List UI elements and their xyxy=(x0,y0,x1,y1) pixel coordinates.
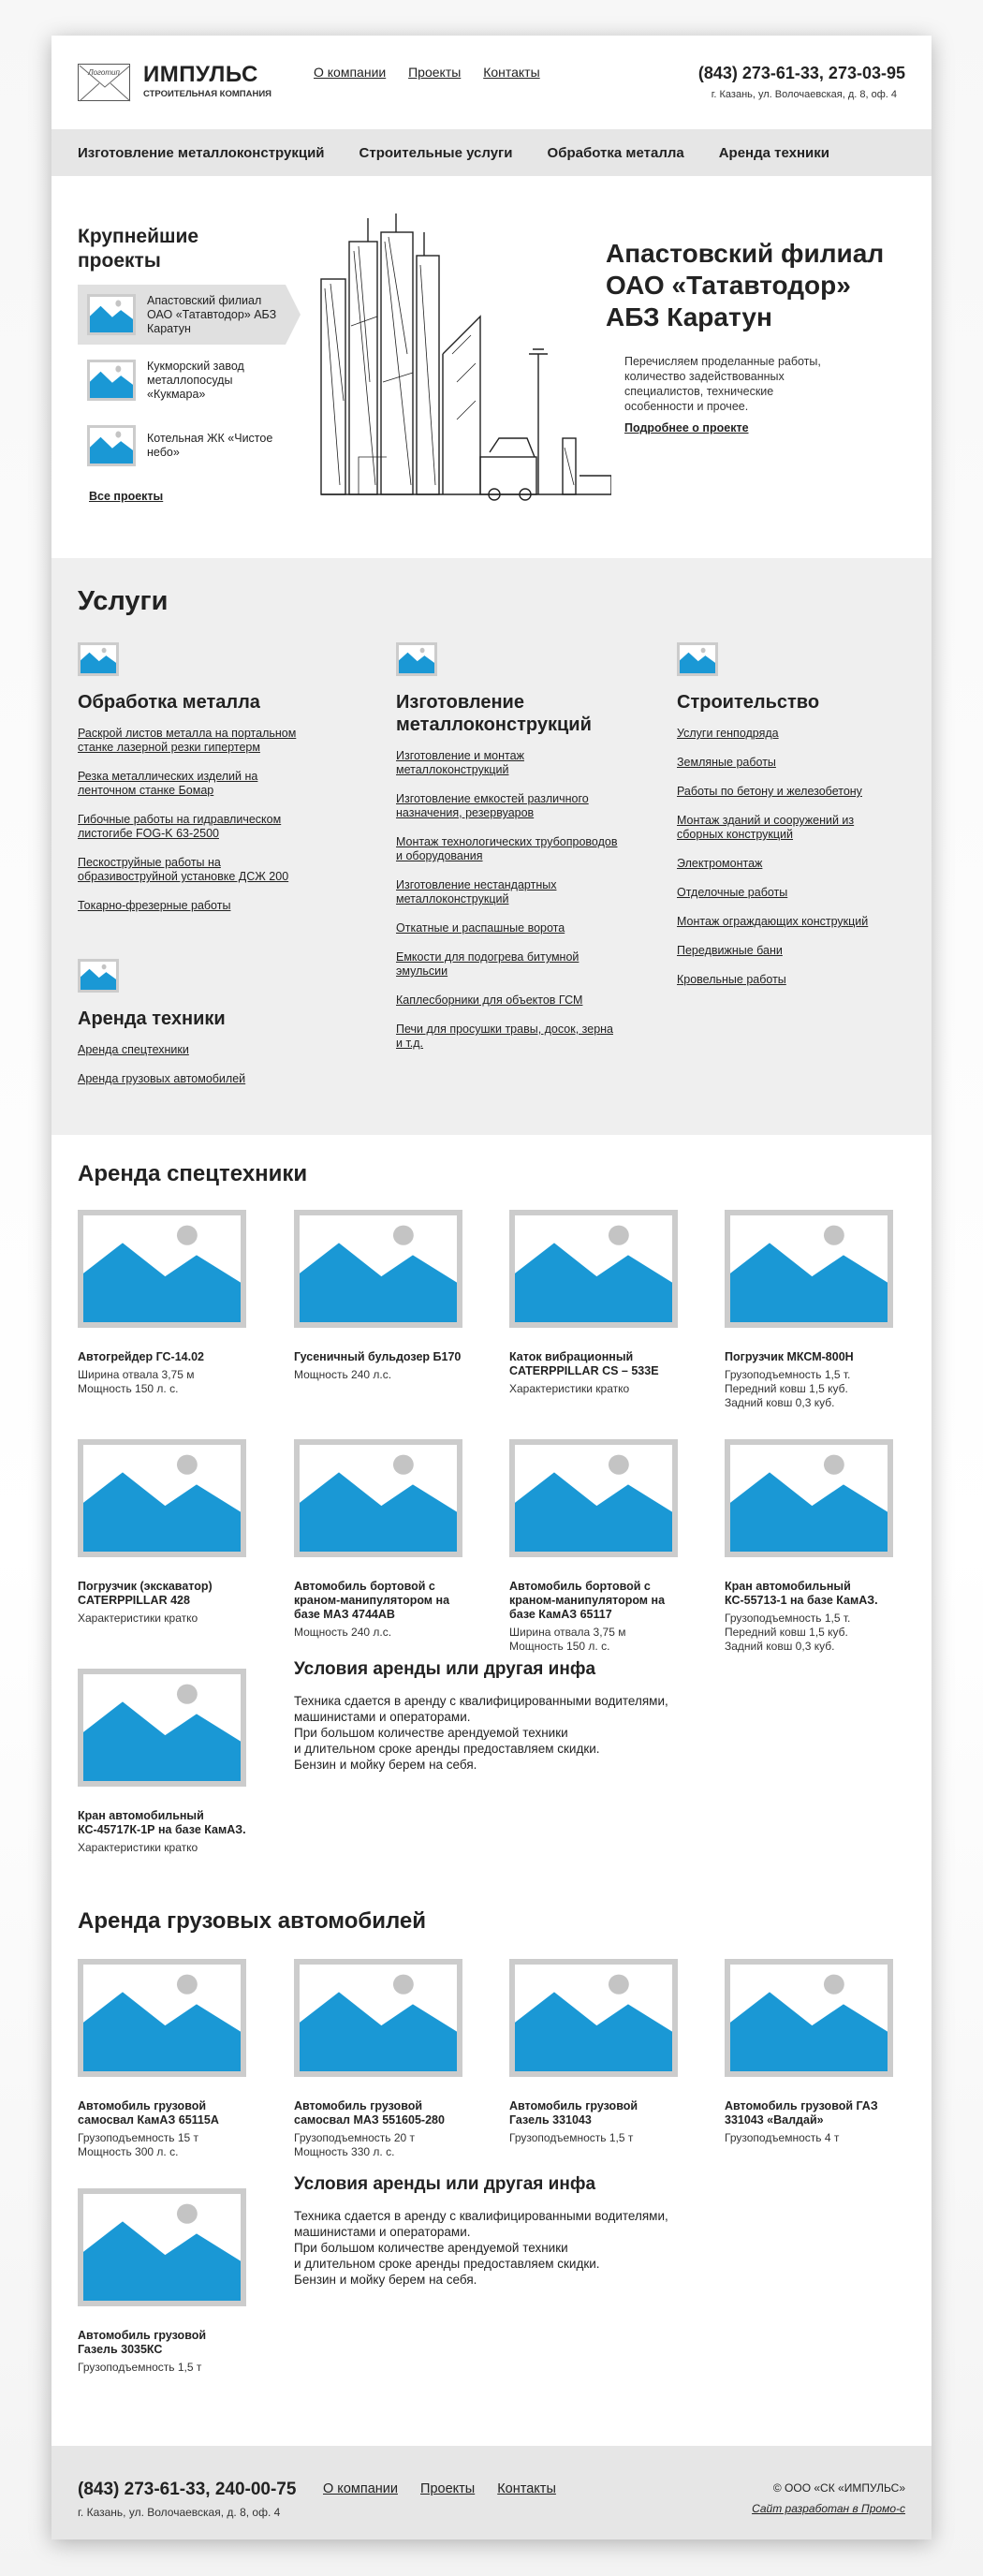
footer-phone: (843) 273-61-33, 240-00-75 xyxy=(78,2480,297,2499)
rental-card[interactable] xyxy=(725,1439,893,1654)
service-link[interactable]: Резка металлических изделий на ленточном станке Бомар xyxy=(78,770,258,797)
card-spec: Мощность 240 л.с. xyxy=(294,1368,392,1381)
card-spec: Характеристики кратко xyxy=(78,1841,198,1854)
rental-card[interactable] xyxy=(509,1210,678,1396)
rental-card[interactable] xyxy=(294,1959,462,2159)
image-placeholder-icon xyxy=(87,360,136,401)
image-placeholder-icon xyxy=(509,1439,678,1557)
rental-section xyxy=(51,1135,932,2423)
service-link[interactable]: Электромонтаж xyxy=(677,857,763,870)
project-item-label: Кукморский завод металлопосуды «Кукмара» xyxy=(147,359,244,401)
card-title: Автомобиль грузовой самосвал МАЗ 551605-280 xyxy=(294,2099,445,2127)
image-placeholder-icon xyxy=(294,1210,462,1328)
card-spec: Ширина отвала 3,75 м Мощность 150 л. с. xyxy=(509,1626,626,1653)
service-title: Аренда техники xyxy=(78,1008,226,1029)
card-title: Каток вибрационный CATERPPILLAR CS – 533E xyxy=(509,1350,659,1377)
featured-project-title: Апастовский филиал ОАО «Татавтодор» АБЗ Каратун xyxy=(606,239,885,331)
project-item-label: Котельная ЖК «Чистое небо» xyxy=(147,432,273,459)
project-item-2[interactable] xyxy=(78,350,282,410)
spec-rent-heading: Аренда спецтехники xyxy=(78,1161,308,1186)
card-spec: Грузоподъемность 1,5 т xyxy=(78,2361,202,2374)
service-link[interactable]: Аренда спецтехники xyxy=(78,1043,189,1056)
card-title: Автомобиль бортовой с краном-манипулятором на базе КамАЗ 65117 xyxy=(509,1580,666,1621)
service-link[interactable]: Кровельные работы xyxy=(677,973,786,986)
service-link[interactable]: Гибочные работы на гидравлическом листогибе FOG-K 63-2500 xyxy=(78,813,282,840)
image-placeholder-icon xyxy=(78,1669,246,1787)
footer-address: г. Казань, ул. Волочаевская, д. 8, оф. 4 xyxy=(78,2506,281,2519)
card-title: Гусеничный бульдозер Б170 xyxy=(294,1350,462,1363)
service-link[interactable]: Отделочные работы xyxy=(677,886,788,899)
rental-card[interactable] xyxy=(78,1959,246,2159)
image-placeholder-icon xyxy=(78,1439,246,1557)
service-link[interactable]: Каплесборники для объектов ГСМ xyxy=(396,994,583,1007)
projects-heading: Крупнейшие проекты xyxy=(78,226,199,272)
service-link[interactable]: Аренда грузовых автомобилей xyxy=(78,1072,246,1085)
truck-rent-heading: Аренда грузовых автомобилей xyxy=(78,1908,426,1934)
card-title: Кран автомобильный КС-55713-1 на базе КамАЗ. xyxy=(725,1580,878,1607)
card-spec: Грузоподъемность 20 т Мощность 330 л. с. xyxy=(294,2131,416,2158)
image-placeholder-icon xyxy=(78,2188,246,2306)
card-spec: Грузоподъемность 4 т xyxy=(725,2131,840,2144)
footer-copyright: © ООО «СК «ИМПУЛЬС» xyxy=(772,2481,905,2495)
rental-card[interactable] xyxy=(78,1210,246,1396)
service-link[interactable]: Монтаж ограждающих конструкций xyxy=(677,915,869,928)
truck-rent-conditions xyxy=(294,2174,668,2288)
main-nav-metalstruct[interactable]: Изготовление металлоконструкций xyxy=(78,144,325,161)
image-placeholder-icon xyxy=(87,425,136,466)
image-placeholder-icon xyxy=(396,642,437,676)
image-placeholder-icon xyxy=(78,1210,246,1328)
image-placeholder-icon xyxy=(78,1959,246,2077)
project-item-1[interactable] xyxy=(78,285,286,345)
top-nav-contacts[interactable]: Контакты xyxy=(483,65,540,80)
service-link[interactable]: Раскрой листов металла на портальном станке лазерной резки гипертерм xyxy=(78,727,297,754)
card-title: Автомобиль грузовой самосвал КамАЗ 65115А xyxy=(78,2099,219,2127)
image-placeholder-icon xyxy=(725,1439,893,1557)
conditions-title: Условия аренды или другая инфа xyxy=(294,2174,596,2194)
service-struct xyxy=(396,642,621,1066)
top-nav xyxy=(314,65,559,80)
rental-card[interactable] xyxy=(725,1959,893,2145)
service-link[interactable]: Печи для просушки травы, досок, зерна и т.д. xyxy=(396,1023,613,1050)
top-nav-about[interactable]: О компании xyxy=(314,65,387,80)
project-item-3[interactable] xyxy=(78,416,282,476)
card-spec: Характеристики кратко xyxy=(509,1382,630,1395)
rental-card[interactable] xyxy=(294,1210,462,1382)
card-title: Автомобиль грузовой ГАЗ 331043 «Валдай» xyxy=(725,2099,878,2127)
conditions-text: Техника сдается в аренду с квалифицированными водителями, машинистами и операторами. При большом количестве арендуемой техники и длительном сроке аренды предоставляем скидки. Бензин и мойку берем на себя. xyxy=(294,2209,668,2287)
image-placeholder-icon xyxy=(725,1959,893,2077)
brand-name: ИМПУЛЬС xyxy=(143,62,258,87)
service-link[interactable]: Передвижные бани xyxy=(677,944,783,957)
service-title: Обработка металла xyxy=(78,692,260,713)
service-title: Строительство xyxy=(677,692,820,713)
site-header xyxy=(51,36,932,129)
image-placeholder-icon xyxy=(677,642,718,676)
footer-nav-projects[interactable]: Проекты xyxy=(420,2481,476,2496)
header-address: г. Казань, ул. Волочаевская, д. 8, оф. 4 xyxy=(711,89,897,100)
rental-card[interactable] xyxy=(294,1439,462,1640)
card-spec: Ширина отвала 3,75 м Мощность 150 л. с. xyxy=(78,1368,195,1395)
card-spec: Характеристики кратко xyxy=(78,1612,198,1625)
logo-text: Логотип xyxy=(88,68,120,77)
logo[interactable] xyxy=(78,64,130,101)
image-placeholder-icon xyxy=(509,1210,678,1328)
rental-card[interactable] xyxy=(509,1439,678,1654)
rental-card[interactable] xyxy=(78,1439,246,1626)
card-title: Автомобиль бортовой с краном-манипулятором на базе МАЗ 4744АВ xyxy=(294,1580,450,1621)
project-item-label: Апастовский филиал ОАО «Татавтодор» АБЗ Каратун xyxy=(147,293,277,335)
card-spec: Грузоподъемность 1,5 т. Передний ковш 1,5 куб. Задний ковш 0,3 куб. xyxy=(725,1612,851,1653)
developer-link[interactable]: Сайт разработан в Промо-с xyxy=(752,2502,905,2515)
rental-card[interactable] xyxy=(78,1669,246,1855)
service-link[interactable]: Изготовление нестандартных металлоконструкций xyxy=(396,878,557,905)
footer-nav xyxy=(323,2481,575,2496)
card-spec: Мощность 240 л.с. xyxy=(294,1626,392,1639)
service-link[interactable]: Работы по бетону и железобетону xyxy=(677,785,862,798)
service-link[interactable]: Монтаж технологических трубопроводов и оборудования xyxy=(396,835,618,862)
main-nav-metalwork[interactable]: Обработка металла xyxy=(547,144,684,161)
service-link[interactable]: Емкости для подогрева битумной эмульсии xyxy=(396,950,580,978)
page xyxy=(51,36,932,2539)
rental-card[interactable] xyxy=(78,2188,246,2375)
service-link[interactable]: Пескоструйные работы на образивоструйной установке ДСЖ 200 xyxy=(78,856,289,883)
card-title: Погрузчик (экскаватор) CATERPPILLAR 428 xyxy=(78,1580,213,1607)
card-title: Погрузчик МКСМ-800Н xyxy=(725,1350,854,1363)
site-footer xyxy=(51,2446,932,2539)
all-projects-link[interactable]: Все проекты xyxy=(89,490,164,503)
project-more-link[interactable]: Подробнее о проекте xyxy=(624,421,749,434)
card-spec: Грузоподъемность 15 т Мощность 300 л. с. xyxy=(78,2131,199,2158)
service-link[interactable]: Откатные и распашные ворота xyxy=(396,921,565,935)
card-spec: Грузоподъемность 1,5 т xyxy=(509,2131,634,2144)
image-placeholder-icon xyxy=(78,959,119,993)
service-link[interactable]: Услуги генподряда xyxy=(677,727,779,740)
image-placeholder-icon xyxy=(294,1959,462,2077)
rental-card[interactable] xyxy=(509,1959,678,2145)
card-title: Автомобиль грузовой Газель 331043 xyxy=(509,2099,638,2127)
service-metal xyxy=(78,642,302,928)
service-link[interactable]: Токарно-фрезерные работы xyxy=(78,899,231,912)
image-placeholder-icon xyxy=(725,1210,893,1328)
service-link[interactable]: Изготовление емкостей различного назначения, резервуаров xyxy=(396,792,589,819)
card-title: Автомобиль грузовой Газель 3035КС xyxy=(78,2329,207,2356)
image-placeholder-icon xyxy=(78,642,119,676)
image-placeholder-icon xyxy=(87,294,136,335)
asphalt-plant-illustration xyxy=(302,213,611,513)
service-link[interactable]: Изготовление и монтаж металлоконструкций xyxy=(396,749,524,776)
top-nav-projects[interactable]: Проекты xyxy=(408,65,462,80)
services-heading: Услуги xyxy=(78,586,169,616)
card-spec: Грузоподъемность 1,5 т. Передний ковш 1,5 куб. Задний ковш 0,3 куб. xyxy=(725,1368,851,1409)
service-title: Изготовление металлоконструкций xyxy=(396,692,592,735)
service-rent xyxy=(78,959,302,1101)
image-placeholder-icon xyxy=(509,1959,678,2077)
card-title: Кран автомобильный КС-45717К-1Р на базе КамАЗ. xyxy=(78,1809,246,1836)
main-nav-rent[interactable]: Аренда техники xyxy=(718,144,829,161)
conditions-title: Условия аренды или другая инфа xyxy=(294,1659,596,1679)
conditions-text: Техника сдается в аренду с квалифицированными водителями, машинистами и операторами. При большом количестве арендуемой техники и длительном сроке аренды предоставляем скидки. Бензин и мойку берем на себя. xyxy=(294,1694,668,1772)
main-nav xyxy=(51,129,932,176)
service-build xyxy=(677,642,902,1002)
spec-rent-conditions xyxy=(294,1659,668,1773)
projects-section xyxy=(51,176,932,558)
main-nav-construction[interactable]: Строительные услуги xyxy=(359,144,513,161)
card-title: Автогрейдер ГС-14.02 xyxy=(78,1350,205,1363)
footer-nav-contacts[interactable]: Контакты xyxy=(497,2481,556,2496)
image-placeholder-icon xyxy=(294,1439,462,1557)
header-phone: (843) 273-61-33, 273-03-95 xyxy=(697,64,905,82)
services-section xyxy=(51,558,932,1135)
rental-card[interactable] xyxy=(725,1210,893,1410)
service-link[interactable]: Земляные работы xyxy=(677,756,776,769)
footer-nav-about[interactable]: О компании xyxy=(323,2481,398,2496)
brand-tagline: СТРОИТЕЛЬНАЯ КОМПАНИЯ xyxy=(143,89,271,99)
featured-project-desc: Перечисляем проделанные работы, количество задействованных специалистов, технические особенности и прочее. xyxy=(624,355,821,413)
service-link[interactable]: Монтаж зданий и сооружений из сборных конструкций xyxy=(677,814,855,841)
